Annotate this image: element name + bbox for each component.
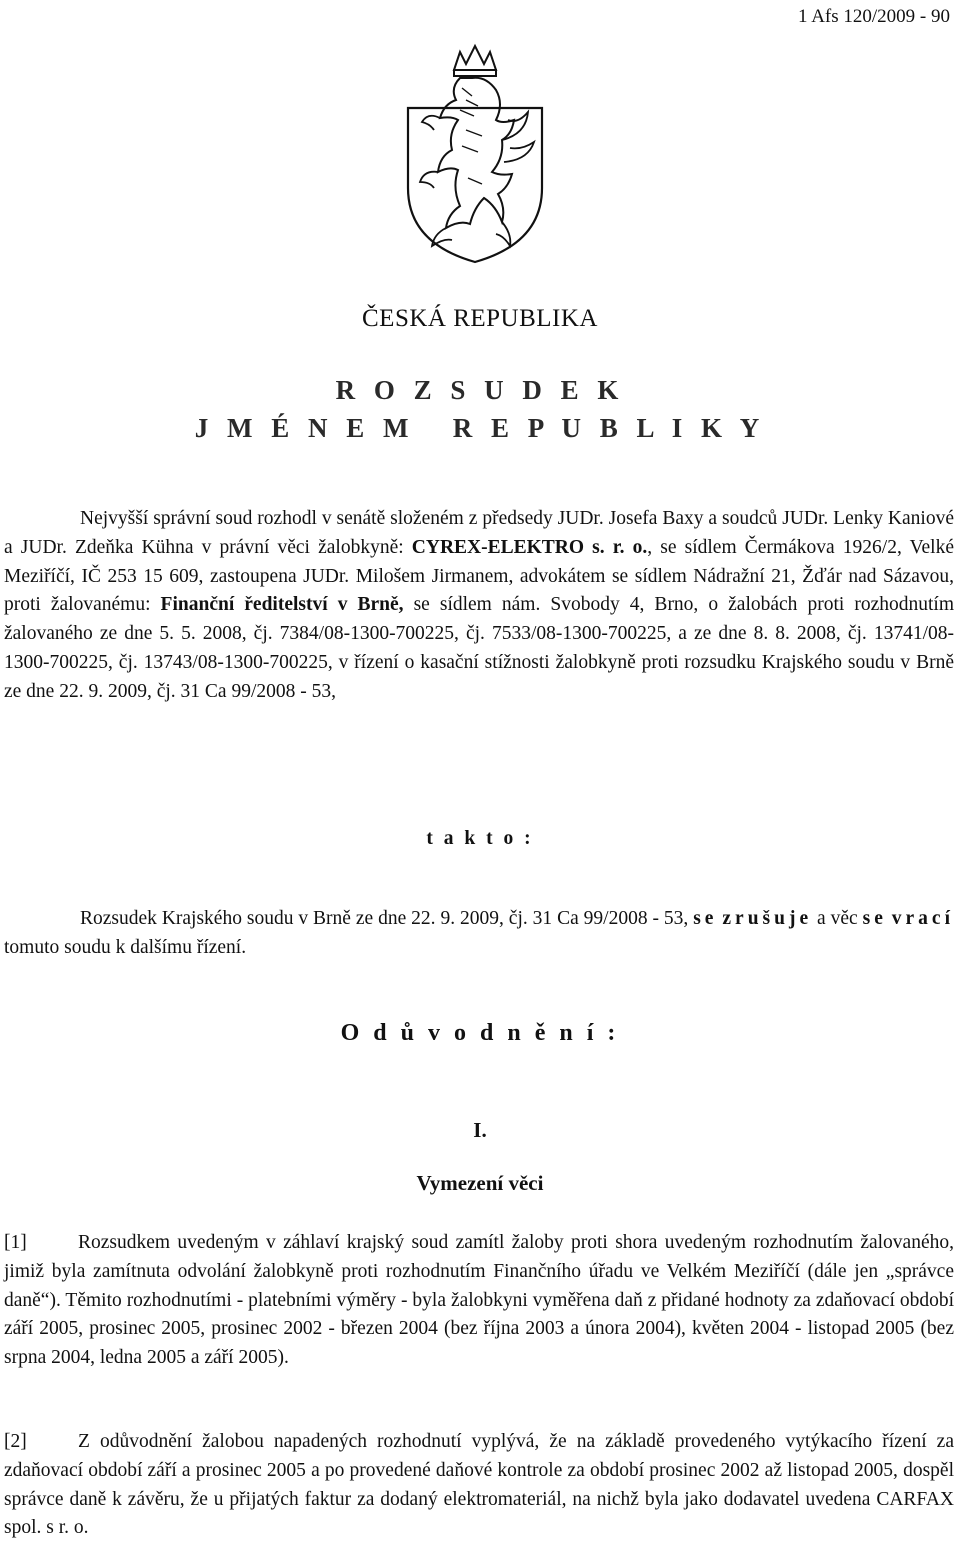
reasoning-paragraph-2: [4, 1428, 954, 1543]
verdict-heading: t a k t o :: [426, 828, 534, 849]
judgment-subtitle: J M É N E M R E P U B L I K Y: [194, 413, 766, 443]
section-title: Vymezení věci: [416, 1171, 544, 1195]
intro-text-1: Nejvyšší správní soud rozhodl v senátě složeném z předsedy JUDr. Josefa Baxy a soudců JUDr. Lenky Kaniové a JUDr. Zdeňka Kühna v právní věci žalobkyně:: [4, 508, 954, 558]
country-name: ČESKÁ REPUBLIKA: [362, 305, 598, 332]
intro-text-3: se sídlem nám. Svobody 4, Brno, o žalobách proti rozhodnutím žalovaného ze dne 5. 5. 2008, čj. 7384/08-1300-700225, čj. 7533/08-1300-700225, a ze dne 8. 8. 2008, čj. 13741/08-1300-700225, čj. 13743/08-1300-700225, v řízení o kasační stížnosti žalobkyně proti rozsudku Krajského soudu v Brně ze dne 22. 9. 2009, čj. 31 Ca 99/2008 - 53,: [4, 594, 954, 702]
paragraph-text: Z odůvodnění žalobou napadených rozhodnutí vyplývá, že na základě provedeného vytýkacího řízení za zdaňovací období září a prosinec 2005 a po provedené daňové kontrole za období prosinec 2002 až listopad 2005, dospěl správce daně k závěru, že u přijatých faktur za dodaný elektromateriál, na nichž byla jako dodavatel uvedena CARFAX spol. s r. o.: [4, 1431, 954, 1539]
verdict-annul: zrušuje: [722, 908, 813, 929]
verdict-return: vrací: [891, 908, 955, 929]
verdict-text-3: tomuto soudu k dalšímu řízení.: [4, 936, 247, 958]
reasoning-heading: O d ů v o d n ě n í :: [340, 1020, 620, 1046]
intro-text-2: , se sídlem Čermákova 1926/2, Velké Meziříčí, IČ 253 15 609, zastoupena JUDr. Milošem Jirmanem, advokátem se sídlem Nádražní 21, Žďár nad Sázavou, proti žalovanému:: [4, 536, 954, 616]
plaintiff-name: CYREX-ELEKTRO s. r. o.: [411, 536, 648, 558]
verdict-se-1: se: [693, 908, 718, 929]
section-number: I.: [473, 1118, 487, 1142]
verdict-text-2: a věc: [812, 908, 863, 929]
paragraph-number: [2]: [4, 1431, 27, 1452]
judgment-title: R O Z S U D E K: [335, 375, 625, 405]
intro-paragraph: [4, 505, 954, 707]
verdict-paragraph: [4, 905, 954, 963]
case-reference: 1 Afs 120/2009 - 90: [798, 6, 950, 27]
verdict-se-2: se: [862, 908, 887, 929]
reasoning-paragraph-1: [4, 1229, 954, 1373]
czech-lion-coat-of-arms-icon: [400, 38, 550, 268]
verdict-text-1: Rozsudek Krajského soudu v Brně ze dne 22. 9. 2009, čj. 31 Ca 99/2008 - 53,: [80, 908, 694, 929]
paragraph-number: [1]: [4, 1232, 27, 1253]
defendant-name: Finanční ředitelství v Brně,: [160, 594, 404, 616]
paragraph-text: Rozsudkem uvedeným v záhlaví krajský soud zamítl žaloby proti shora uvedeným rozhodnutím žalovaného, jimiž byla zamítnuta odvolání žalobkyně proti rozhodnutím Finančního úřadu ve Velkém Meziříčí (dále jen „správce daně“). Těmito rozhodnutími - platebními výměry - byla žalobkyni vyměřena daň z přidané hodnoty za zdaňovací období září 2005, prosinec 2005, prosinec 2002 - březen 2004 (bez října 2003 a února 2004), květen 2004 - listopad 2005 (bez srpna 2004, ledna 2005 a září 2005).: [4, 1232, 954, 1369]
